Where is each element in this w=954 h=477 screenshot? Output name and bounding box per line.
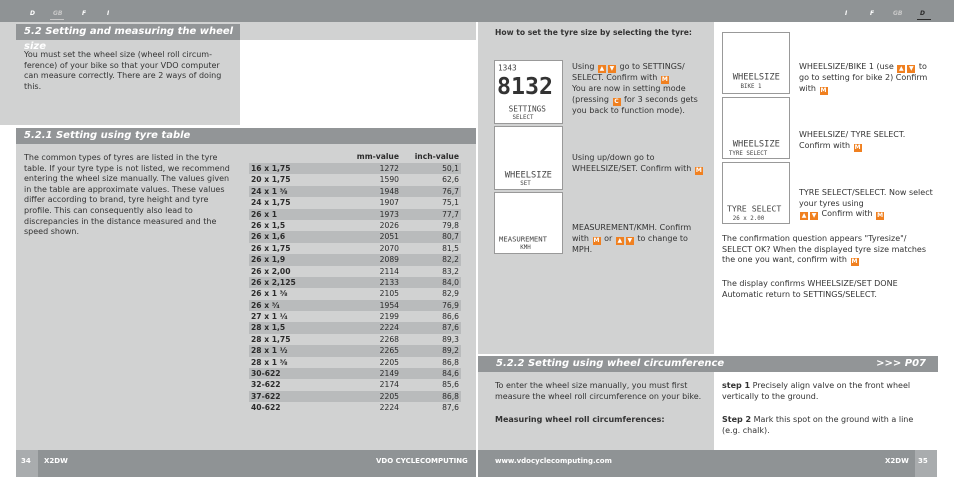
arrow-up-icon: ▲: [617, 236, 623, 244]
mm-value-cell: 2105: [379, 289, 399, 299]
inch-value-cell: 84,6: [442, 369, 459, 379]
tyre-size-cell: 20 x 1,75: [251, 175, 291, 185]
mm-value-cell: 2114: [379, 266, 399, 276]
step2: Step 2 Mark this spot on the ground with a line (e.g. chalk).: [722, 415, 914, 435]
table-row: [249, 277, 461, 288]
table-row: [249, 322, 461, 333]
step1: step 1 Precisely align valve on the front wheel vertically to the ground.: [722, 381, 911, 401]
lcd3-label1: MEASUREMENT: [498, 234, 547, 244]
mm-value-cell: 2133: [379, 277, 399, 287]
mm-value-cell: 2174: [379, 380, 399, 390]
arrow-down-icon: ▼: [909, 65, 914, 72]
lang-gb-left[interactable]: GB: [53, 10, 63, 17]
mm-value-cell: 2070: [379, 243, 399, 253]
table-row: [249, 243, 461, 254]
mm-value-cell: 1973: [379, 209, 399, 219]
svg-text:TYRE SELECT: TYRE SELECT: [726, 203, 782, 214]
lcd-screen-measurement: [494, 192, 563, 254]
table-row: [249, 311, 461, 322]
mm-value-cell: 2205: [379, 357, 399, 367]
arrow-down-icon: ▼: [627, 236, 633, 244]
svg-text:BIKE 1: BIKE 1: [740, 84, 762, 91]
lang-i-left[interactable]: I: [107, 10, 110, 17]
tyre-size-cell: 26 x ³⁄₄: [251, 300, 280, 310]
inch-value-cell: 85,6: [442, 380, 459, 390]
mm-value-cell: 2224: [379, 403, 399, 413]
tyre-size-cell: 28 x 1 ¹⁄₂: [251, 346, 288, 356]
table-row: [249, 174, 461, 185]
tyre-size-cell: 40-622: [251, 403, 281, 413]
lcd2-label1: WHEELSIZE: [504, 170, 552, 181]
arrow-up-icon: ▲: [899, 65, 904, 72]
left-margin: [0, 144, 16, 450]
step-select-tyres: TYRE SELECT/SELECT. Now select your tyres using ▲ ▼ Confirm with M: [799, 188, 933, 220]
table-row: [249, 379, 461, 390]
c-button-icon: C: [614, 97, 619, 105]
footer-url[interactable]: www.vdocyclecomputing.com: [495, 457, 612, 465]
tyre-size-cell: 27 x 1 ¹⁄₄: [251, 312, 288, 322]
table-row: [249, 220, 461, 231]
mm-value-cell: 2265: [379, 346, 399, 356]
mm-value-cell: 1590: [379, 175, 399, 185]
header-mm: mm-value: [356, 152, 399, 161]
inch-value-cell: 79,8: [442, 220, 459, 230]
table-row: [249, 391, 461, 402]
tyre-size-cell: 37-622: [251, 391, 281, 401]
inch-value-cell: 62,6: [442, 175, 459, 185]
mm-value-cell: 2199: [379, 312, 399, 322]
table-row: [249, 197, 461, 208]
tyre-size-cell: 26 x 1,5: [251, 220, 286, 230]
lang-d-right[interactable]: D: [920, 10, 925, 17]
table-row: [249, 368, 461, 379]
inch-value-cell: 75,1: [442, 198, 459, 208]
mm-value-cell: 2224: [379, 323, 399, 333]
table-row: [249, 300, 461, 311]
lang-gb-underline: [50, 19, 64, 20]
tyre-size-cell: 26 x 2,00: [251, 266, 291, 276]
tyre-size-cell: 26 x 1,75: [251, 243, 291, 253]
table-row: [249, 254, 461, 265]
lcd1-main: 8132: [497, 72, 554, 100]
circ-text: To enter the wheel size manually, you must first measure the wheel roll circumference on your bike.: [495, 381, 702, 401]
m-button-icon: M: [820, 86, 827, 94]
lang-f-left[interactable]: F: [82, 10, 87, 17]
table-row: [249, 334, 461, 345]
tyre-size-cell: 16 x 1,75: [251, 164, 291, 173]
lcd1-top: 1343: [497, 63, 517, 73]
inch-value-cell: 86,8: [442, 357, 459, 367]
inch-value-cell: 89,2: [442, 346, 459, 356]
tyre-size-cell: 26 x 1,6: [251, 232, 286, 242]
inch-value-cell: 89,3: [442, 334, 459, 344]
inch-value-cell: 76,7: [442, 186, 459, 196]
footer-left-page: 34: [21, 457, 31, 465]
tyre-size-cell: 30-622: [251, 369, 281, 379]
m-button-icon: M: [661, 76, 668, 83]
tyre-size-cell: 26 x 1 ³⁄₈: [251, 289, 288, 299]
lcd1-label2: SELECT: [512, 115, 534, 122]
step-measurement: MEASUREMENT/KMH. Confirm with M or ▲ ▼ to change to MPH.: [572, 223, 692, 254]
footer-left-model: X2DW: [44, 457, 68, 465]
table-row: [249, 231, 461, 242]
section-521-title: 5.2.1 Setting using tyre table: [16, 128, 477, 144]
left-intro-blank: [240, 40, 477, 125]
tyre-size-cell: 26 x 2,125: [251, 277, 296, 287]
svg-text:TYRE SELECT: TYRE SELECT: [728, 151, 768, 158]
mm-value-cell: 2205: [379, 391, 399, 401]
mm-value-cell: 2149: [379, 369, 399, 379]
lang-f-right[interactable]: F: [870, 10, 875, 17]
lang-d-underline: [917, 19, 931, 20]
confirm-question: The confirmation question appears "Tyresize"/ SELECT OK? When the displayed tyre size matches the one you want, confirm with M: [722, 234, 927, 266]
step-wheelsize-set: Using up/down go to WHEELSIZE/SET. Confirm with M: [572, 153, 702, 174]
table-row: [249, 266, 461, 277]
inch-value-cell: 87,6: [442, 403, 459, 413]
inch-value-cell: 83,2: [442, 266, 459, 276]
footer-right-model: X2DW: [885, 457, 909, 465]
howto-title: How to set the tyre size by selecting the tyre:: [495, 28, 692, 37]
mm-value-cell: 1907: [379, 198, 399, 208]
arrow-up-icon: ▲: [801, 212, 807, 220]
page-ref[interactable]: >>> P07: [876, 358, 926, 369]
m-button-icon: M: [695, 166, 702, 174]
inch-value-cell: 50,1: [442, 164, 459, 173]
table-row: [249, 163, 461, 174]
lcd-screen-tyre-select: [722, 97, 790, 159]
lang-gb-right[interactable]: GB: [893, 10, 903, 17]
mm-value-cell: 1954: [379, 300, 399, 310]
arrow-up-icon: ▲: [599, 65, 605, 72]
lcd1-label1: SETTINGS: [508, 104, 546, 114]
m-button-icon: M: [877, 212, 884, 220]
header-inch: inch-value: [414, 152, 459, 161]
table-row: [249, 186, 461, 197]
display-done: The display confirms WHEELSIZE/SET DONE Automatic return to SETTINGS/SELECT.: [722, 279, 898, 299]
lcd-screen-settings: [494, 60, 563, 124]
step-bike1: WHEELSIZE/BIKE 1 (use ▲ ▼ to go to setting for bike 2) Confirm with M: [799, 62, 928, 94]
section-522-title: 5.2.2 Setting using wheel circumference >>> P07: [478, 356, 938, 372]
inch-value-cell: 82,9: [442, 289, 459, 299]
inch-value-cell: 86,6: [442, 312, 459, 322]
inch-value-cell: 81,5: [442, 243, 459, 253]
top-bar: [0, 0, 954, 22]
lang-d-left[interactable]: D: [30, 10, 35, 17]
tyre-size-cell: 28 x 1,5: [251, 323, 286, 333]
inch-value-cell: 84,0: [442, 277, 459, 287]
circ-subhead: Measuring wheel roll circumferences:: [495, 415, 665, 424]
section-521-text: The common types of tyres are listed in the tyre table. If your tyre type is not listed, we recommend entering the wheel size manually. The values given in the table are approximate values. These values differ according to brand, tyre height and tyre profile. This can consequently also lead to discrepancies in the distance measured and the speed shown.: [24, 153, 230, 237]
inch-value-cell: 86,8: [442, 391, 459, 401]
inch-value-cell: 87,6: [442, 323, 459, 333]
m-button-icon: M: [593, 236, 600, 244]
lcd3-label2: KMH: [520, 245, 531, 252]
tyre-size-cell: 32-622: [251, 380, 281, 390]
footer-right-page: 35: [918, 457, 928, 465]
section-52-text: You must set the wheel size (wheel roll circum-ference) of your bike so that your VDO computer can measure correctly. There are 2 ways of doing this.: [24, 50, 222, 91]
tyre-size-cell: 26 x 1: [251, 209, 278, 219]
inch-value-cell: 80,7: [442, 232, 459, 242]
table-row: [249, 288, 461, 299]
section-52-title: 5.2 Setting and measuring the wheel size: [16, 24, 240, 40]
lang-i-right[interactable]: I: [845, 10, 848, 17]
table-row: [249, 345, 461, 356]
m-button-icon: M: [851, 258, 858, 266]
m-button-icon: M: [854, 143, 861, 151]
mm-value-cell: 1948: [379, 186, 399, 196]
tyre-size-cell: 24 x 1,75: [251, 198, 291, 208]
mm-value-cell: 2089: [379, 255, 399, 265]
table-header: [249, 150, 461, 163]
inch-value-cell: 76,9: [442, 300, 459, 310]
svg-text:WHEELSIZE: WHEELSIZE: [732, 72, 780, 83]
inch-value-cell: 77,7: [442, 209, 459, 219]
lcd2-label2: SET: [520, 181, 531, 188]
mm-value-cell: 2051: [379, 232, 399, 242]
table-row: [249, 357, 461, 368]
lcd-screen-wheelsize-set: [494, 126, 563, 190]
footer-left-brand: VDO CYCLECOMPUTING: [376, 457, 468, 465]
mm-value-cell: 2268: [379, 334, 399, 344]
table-row: [249, 209, 461, 220]
tyre-table: [249, 150, 461, 414]
tyre-size-cell: 24 x 1 ³⁄₈: [251, 186, 288, 196]
table-row: [249, 402, 461, 413]
mm-value-cell: 1272: [379, 164, 399, 173]
step-settings-select: Using ▲ ▼ go to SETTINGS/ SELECT. Confirm with M You are now in setting mode (pressing C for 3 seconds gets you back to function mode).: [572, 62, 698, 115]
tyre-size-cell: 28 x 1,75: [251, 334, 291, 344]
arrow-down-icon: ▼: [811, 212, 817, 220]
svg-text:26 x 2.00: 26 x 2.00: [732, 216, 765, 223]
tyre-size-cell: 26 x 1,9: [251, 255, 286, 265]
step-tyre-select: WHEELSIZE/ TYRE SELECT. Confirm with M: [799, 130, 906, 151]
arrow-down-icon: ▼: [609, 65, 615, 72]
mm-value-cell: 2026: [379, 220, 399, 230]
svg-text:WHEELSIZE: WHEELSIZE: [732, 139, 780, 150]
lcd-screen-bike1: [722, 32, 790, 94]
inch-value-cell: 82,2: [442, 255, 459, 265]
lcd-screen-tyre-size: [722, 162, 790, 224]
tyre-size-cell: 28 x 1 ³⁄₈: [251, 357, 288, 367]
